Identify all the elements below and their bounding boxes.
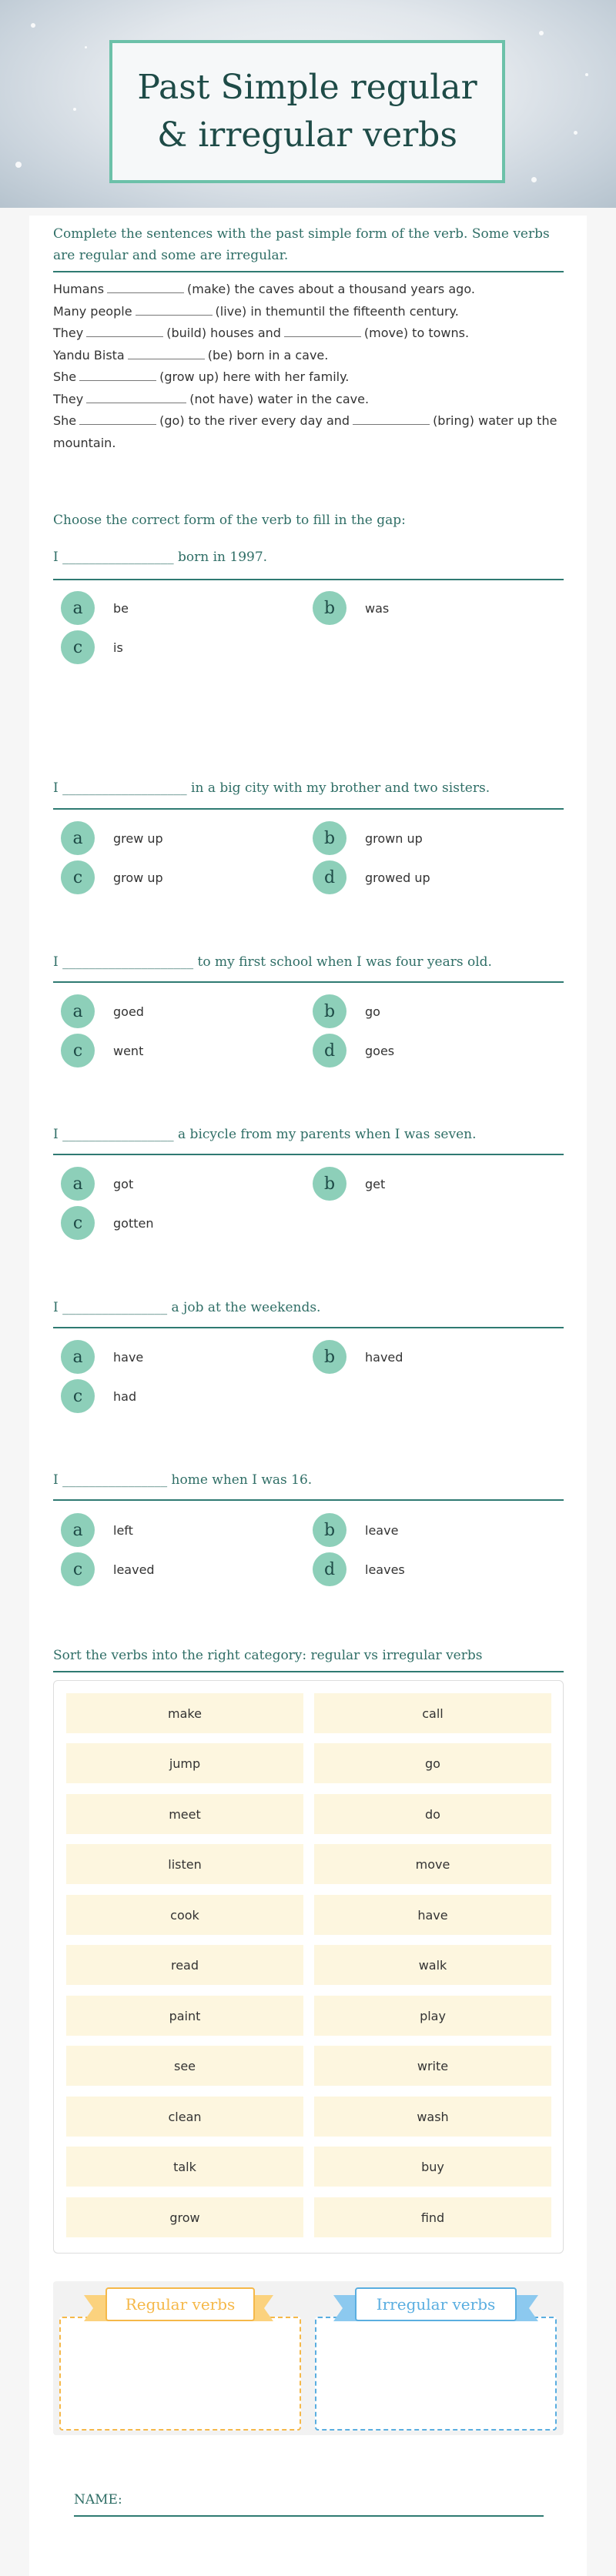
verb-card[interactable]: buy	[314, 2147, 551, 2187]
q4-option-c[interactable]: c gotten	[61, 1206, 153, 1240]
verb-card[interactable]: talk	[66, 2147, 303, 2187]
irregular-verbs-label: Irregular verbs	[355, 2287, 517, 2321]
q6-option-c[interactable]: c leaved	[61, 1552, 155, 1586]
verb-card[interactable]: wash	[314, 2097, 551, 2137]
q6-option-b[interactable]: b leave	[313, 1513, 398, 1547]
section1-rule	[53, 271, 564, 272]
verb-card[interactable]: paint	[66, 1996, 303, 2036]
q3-option-c[interactable]: c went	[61, 1034, 143, 1067]
option-letter-badge: c	[61, 860, 95, 894]
sentence-2: Many people (live) in themuntil the fifteenth century.	[53, 303, 459, 319]
title-line-2: & irregular verbs	[157, 115, 457, 155]
title-line-1: Past Simple regular	[137, 68, 477, 107]
option-letter-badge: b	[313, 821, 346, 855]
q3-option-b[interactable]: b go	[313, 994, 380, 1028]
verb-card[interactable]: clean	[66, 2097, 303, 2137]
option-letter-badge: b	[313, 1340, 346, 1374]
option-letter-badge: c	[61, 630, 95, 664]
question-6-text: I ________________ home when I was 16.	[53, 1472, 313, 1488]
q2-option-d[interactable]: d growed up	[313, 860, 430, 894]
q2-option-a[interactable]: a grew up	[61, 821, 163, 855]
name-input-line[interactable]	[74, 2515, 544, 2517]
q2-option-b[interactable]: b grown up	[313, 821, 423, 855]
verb-card[interactable]: see	[66, 2046, 303, 2086]
option-letter-badge: b	[313, 1513, 346, 1547]
question-3-text: I ____________________ to my first school when I was four years old.	[53, 954, 492, 970]
question-4-rule	[53, 1154, 564, 1155]
option-letter-badge: a	[61, 821, 95, 855]
verb-card[interactable]: cook	[66, 1895, 303, 1935]
q1-option-b[interactable]: b was	[313, 591, 389, 625]
sentence-7: She (go) to the river every day and (bring) water up the mountain.	[53, 413, 557, 450]
section2-instruction: Choose the correct form of the verb to fill in the gap:	[53, 513, 406, 528]
sentence-6: They (not have) water in the cave.	[53, 391, 370, 406]
q4-option-b[interactable]: b get	[313, 1167, 385, 1201]
verb-card[interactable]: meet	[66, 1794, 303, 1834]
answer-blank[interactable]	[86, 391, 186, 403]
verb-card[interactable]: move	[314, 1844, 551, 1884]
sentence-1: Humans (make) the caves about a thousand years ago.	[53, 282, 475, 296]
q5-option-b[interactable]: b haved	[313, 1340, 403, 1374]
sentence-list	[53, 279, 564, 454]
verb-card[interactable]: play	[314, 1996, 551, 2036]
answer-blank[interactable]	[353, 413, 430, 425]
option-letter-badge: c	[61, 1034, 95, 1067]
verb-card[interactable]: make	[66, 1693, 303, 1733]
q5-option-a[interactable]: a have	[61, 1340, 143, 1374]
question-6-rule	[53, 1499, 564, 1501]
q2-option-c[interactable]: c grow up	[61, 860, 163, 894]
option-letter-badge: c	[61, 1379, 95, 1413]
option-letter-badge: b	[313, 1167, 346, 1201]
question-1-text: I _________________ born in 1997.	[53, 550, 268, 565]
title-card	[109, 40, 505, 183]
verb-card[interactable]: go	[314, 1743, 551, 1783]
section3-instruction: Sort the verbs into the right category: regular vs irregular verbs	[53, 1648, 483, 1663]
sentence-3: They (build) houses and (move) to towns.	[53, 326, 470, 340]
verb-card[interactable]: read	[66, 1945, 303, 1985]
verb-card[interactable]: listen	[66, 1844, 303, 1884]
option-letter-badge: c	[61, 1552, 95, 1586]
option-letter-badge: d	[313, 1552, 346, 1586]
q5-option-c[interactable]: c had	[61, 1379, 136, 1413]
verb-card[interactable]: call	[314, 1693, 551, 1733]
answer-blank[interactable]	[128, 347, 205, 359]
verb-card[interactable]: jump	[66, 1743, 303, 1783]
option-letter-badge: a	[61, 1513, 95, 1547]
option-letter-badge: d	[313, 1034, 346, 1067]
verb-card[interactable]: write	[314, 2046, 551, 2086]
q3-option-a[interactable]: a goed	[61, 994, 144, 1028]
verb-card[interactable]: walk	[314, 1945, 551, 1985]
option-letter-badge: c	[61, 1206, 95, 1240]
regular-drop-zone[interactable]	[59, 2317, 301, 2431]
verb-card[interactable]: do	[314, 1794, 551, 1834]
answer-blank[interactable]	[79, 369, 156, 381]
name-label: NAME:	[74, 2492, 122, 2508]
answer-blank[interactable]	[79, 413, 156, 425]
answer-blank[interactable]	[107, 281, 184, 293]
answer-blank[interactable]	[136, 303, 213, 316]
q1-option-c[interactable]: c is	[61, 630, 123, 664]
q3-option-d[interactable]: d goes	[313, 1034, 394, 1067]
verb-card[interactable]: have	[314, 1895, 551, 1935]
q6-option-d[interactable]: d leaves	[313, 1552, 405, 1586]
category-area	[53, 2281, 564, 2435]
option-letter-badge: b	[313, 994, 346, 1028]
section1-instruction: Complete the sentences with the past simple form of the verb. Some verbs are regular and some are irregular.	[53, 226, 550, 263]
answer-blank[interactable]	[86, 325, 163, 337]
question-1-rule	[53, 579, 564, 580]
q1-option-a[interactable]: a be	[61, 591, 129, 625]
q4-option-a[interactable]: a got	[61, 1167, 133, 1201]
question-2-rule	[53, 808, 564, 810]
option-letter-badge: a	[61, 1340, 95, 1374]
verb-card[interactable]: find	[314, 2197, 551, 2237]
question-4-text: I _________________ a bicycle from my parents when I was seven.	[53, 1127, 477, 1142]
option-letter-badge: a	[61, 1167, 95, 1201]
question-2-text: I ___________________ in a big city with my brother and two sisters.	[53, 780, 490, 796]
option-letter-badge: d	[313, 860, 346, 894]
option-letter-badge: b	[313, 591, 346, 625]
section3-rule	[53, 1671, 564, 1672]
sentence-4: Yandu Bista (be) born in a cave.	[53, 347, 329, 363]
verb-sort-box	[53, 1680, 564, 2254]
header-banner	[0, 0, 616, 216]
question-3-rule	[53, 981, 564, 983]
verb-card[interactable]: grow	[66, 2197, 303, 2237]
q6-option-a[interactable]: a left	[61, 1513, 133, 1547]
option-letter-badge: a	[61, 591, 95, 625]
regular-verbs-label: Regular verbs	[105, 2287, 255, 2321]
question-5-text: I ________________ a job at the weekends.	[53, 1300, 321, 1315]
irregular-drop-zone[interactable]	[315, 2317, 557, 2431]
option-letter-badge: a	[61, 994, 95, 1028]
sentence-5: She (grow up) here with her family.	[53, 369, 350, 384]
question-5-rule	[53, 1327, 564, 1328]
answer-blank[interactable]	[284, 325, 361, 337]
